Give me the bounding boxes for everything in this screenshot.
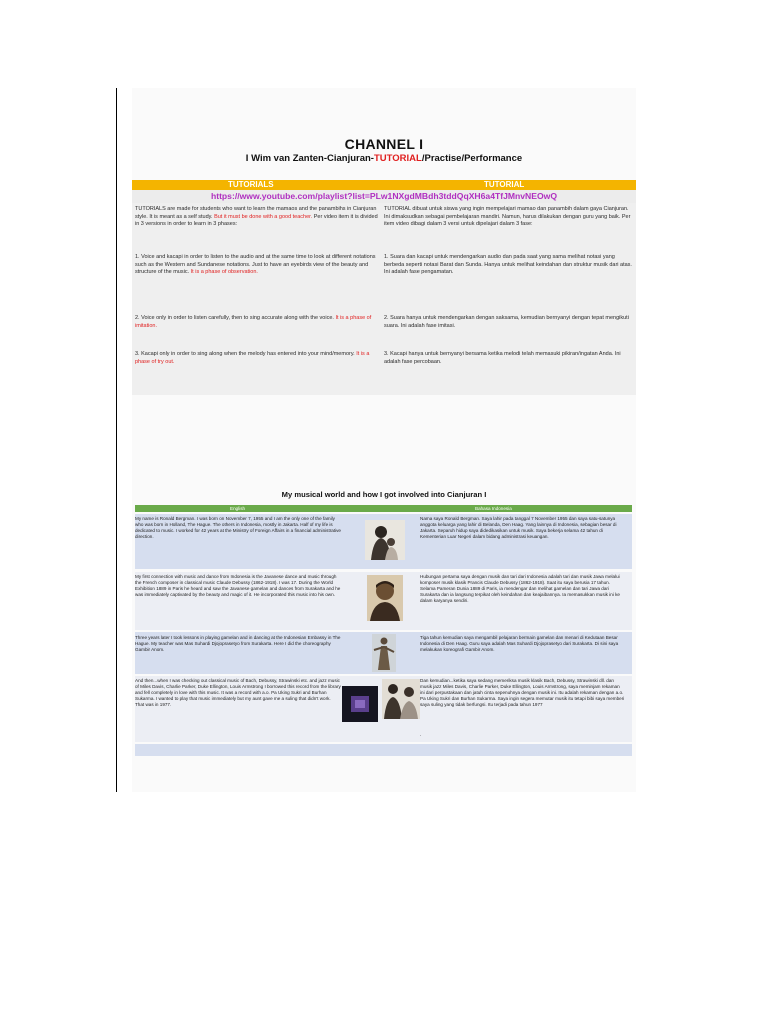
debussy-portrait — [367, 575, 403, 621]
subtitle-part-1: I Wim van Zanten-Cianjuran- — [245, 153, 374, 164]
row-indonesian-text: Tiga tahun kemudian saya mengambil pelajaran bermain gamelan dan menari di Kedutaan Besar Indonesia di Den Haag. Guru saya adalah Mas Suhardi Djojoprasetyo dari Surakarta. Di sini saya melakukan koreografi Gambir Anom. — [420, 635, 619, 652]
tutorials-en-intro — [135, 206, 383, 229]
row-english-text: Three years later I took lessons in playing gamelan and in dancing at the Indonesian Embassy in The Hague. My teacher was Mas Suhardi Djojoprasetyo from Surakarta. Here I did the choreography Gambir Anom. — [135, 635, 341, 652]
musicians-photo — [382, 679, 420, 719]
text-span: Per video item it is divided in 3 versions in order to learn in 3 phases: — [135, 213, 378, 228]
document-page — [132, 88, 636, 792]
text-span: 1. Voice and kacapi in order to listen to the audio and at the same time to look at different notations such as the Western and Sundanese notations. Just to have an eyebirds view of the beauty and structure of the music. — [135, 254, 376, 276]
subtitle-tutorial-red: TUTORIAL — [373, 153, 422, 164]
left-margin-rule — [116, 88, 117, 792]
row-indonesian-text: Hubungan pertama saya dengan musik dan tari dari Indonesia adalah tari dan musik Jawa melalui komposer musik klasik Prancis Claude Debussy (1862-1918). Saat itu saya berusia 17 tahun. Selama Pameran Dunia 1889 di Paris, ia mendengar dan melihat gamelan dan tari Jawa dari Surakarta dan ia langsung terpikat oleh keindahan dan keajaibannya. Ia memasukkan musik ini ke dalam karyanya sendiri. — [420, 574, 620, 603]
row-indonesian-text: Dan kemudian...ketika saya sedang memeriksa musik klasik Bach, Debussy, Strawinski dll. dan musik jazz Miles Davis, Charlie Parker, Duke Ellington, Louis Armstrong, saya meminjam rekaman ini dari perpustakaan dan jatuh cinta sepenuhnya dengan musik ini. Itu adalah rekaman dengan a.o. Pa Uking Sukri dan Burhan Sukarma. Saya ingin segera memutar musik itu tetapi bibi saya memberi saya suling yang tidak berfungsi. Itu terjadi pada tahun 1977 — [420, 678, 625, 707]
family-photo — [365, 520, 405, 560]
header-bahasa: Bahasa Indonesia — [475, 506, 512, 511]
musical-world-row — [135, 676, 632, 742]
channel-subtitle — [132, 153, 636, 164]
tutorials-header-id: TUTORIAL — [484, 180, 525, 189]
record-cover-image — [342, 686, 378, 722]
musical-world-row — [135, 572, 632, 630]
tutorials-id-intro: TUTORIAL dibuat untuk siswa yang ingin mempelajari mamao dan panambih dalam gaya Cianjuran. Ini dimaksudkan sebagai pembelajaran mandiri. Namun, harus dilakukan dengan guru yang baik. Per item video dibagi dalam 3 versi untuk dipelajari dalam 3 fase: — [384, 206, 631, 228]
channel-title: CHANNEL I — [344, 136, 424, 152]
tutorials-en-phase-1 — [135, 254, 383, 277]
row-indonesian-text: Nama saya Ronald Bergman. Saya lahir pada tanggal 7 November 1955 dan saya satu-satunya anggota keluarga yang lahir di Belanda, Den Haag. Yang lainnya di Indonesia, sebagian besar di Jakarta. Separuh hidup saya didedikasikan untuk musik. Saya bekerja selama 42 tahun di Kementerian Luar Negeri dalam bidang administrasi keuangan. — [420, 516, 617, 539]
table-bottom-band — [135, 744, 632, 756]
red-text-span: It is a phase of imitation. — [135, 315, 372, 329]
musical-world-header — [135, 505, 632, 512]
row-english-text: My name is Ronald Bergman. I was born on November 7, 1955 and I am the only one of the family who was born in Holland, The Hague. The others in Indonesia, mostly in Jakarta. Half of my life is dedicated to music. I worked for 42 years at the Ministry of Foreign Affairs in a financial administrative direction. — [135, 516, 341, 539]
musical-world-title: My musical world and how I got involved into Cianjuran I — [281, 490, 487, 499]
text-span: TUTORIALS are made for students who want to learn the mamaos and the panambihs in Cianjuran style. It is meant as a self study. — [135, 206, 377, 220]
tutorials-body — [132, 203, 636, 395]
tutorials-header-band — [132, 180, 636, 190]
subtitle-part-2: /Practise/Performance — [421, 153, 523, 164]
musical-world-row — [135, 632, 632, 674]
tutorials-en-phase-3 — [135, 351, 383, 366]
row-english-text: And then...when I was checking out classical music of Bach, Debussy, Strawinski etc. and jazz music of Miles Davis, Charlie Parker, Duke Ellington, Louis Armstrong I borrowed this record from the library and fell completely in love with this music. It was a record with a.o. Pa Uking Sukri and Burhan Sukarma. I wanted to play that music immediately but my aunt gave me a suling that didn't work. That was in 1977. — [135, 678, 341, 707]
tutorials-en-phase-2 — [135, 315, 383, 330]
red-text-span: It is a phase of try out. — [135, 351, 370, 365]
text-span: 3. Kacapi only in order to sing along when the melody has entered into your mind/memory. — [135, 351, 357, 357]
tutorials-id-phase-3: 3. Kacapi hanya untuk bernyanyi bersama ketika melodi telah memasuki pikiran/ingatan Anda. Ini adalah fase percobaan. — [384, 351, 621, 365]
red-text-span: It is a phase of observation. — [190, 269, 258, 276]
tutorials-id-phase-1: 1. Suara dan kacapi untuk mendengarkan audio dan pada saat yang sama melihat notasi yang berbeda seperti notasi Barat dan Sunda. Hanya untuk melihat keindahan dan struktur musik dari atas. Ini adalah fase pengamatan. — [384, 254, 632, 276]
red-text-span: But it must be done with a good teacher. — [214, 213, 313, 220]
header-english: English — [230, 506, 246, 511]
tutorials-id-phase-2: 2. Suara hanya untuk mendengarkan dengan saksama, kemudian bernyanyi dengan tepat mengikuti suara. Ini adalah fase imitasi. — [384, 315, 629, 329]
dancer-photo — [372, 634, 396, 672]
trailing-dot: . — [420, 732, 422, 738]
row-english-text: My first connection with music and dance from Indonesia is the Javanese dance and music through the French composer in classical music Claude Debussy (1862-1918). I was 17. During the World Exhibition 1889 in Paris he heard and saw the Javanese gamelan and dances from Surakarta and he was immediately captivated by the beauty and magic of it. He incorporated this music into his own. — [135, 574, 341, 597]
tutorials-header-en: TUTORIALS — [228, 180, 274, 189]
musical-world-row — [135, 514, 632, 569]
text-span: 2. Voice only in order to listen carefully, then to sing accurate along with the voice. — [135, 315, 336, 321]
tutorials-playlist-link[interactable]: https://www.youtube.com/playlist?list=PLw1NXgdMBdh3tddQqXH6a4TfJMnvNEOwQ — [132, 190, 636, 203]
